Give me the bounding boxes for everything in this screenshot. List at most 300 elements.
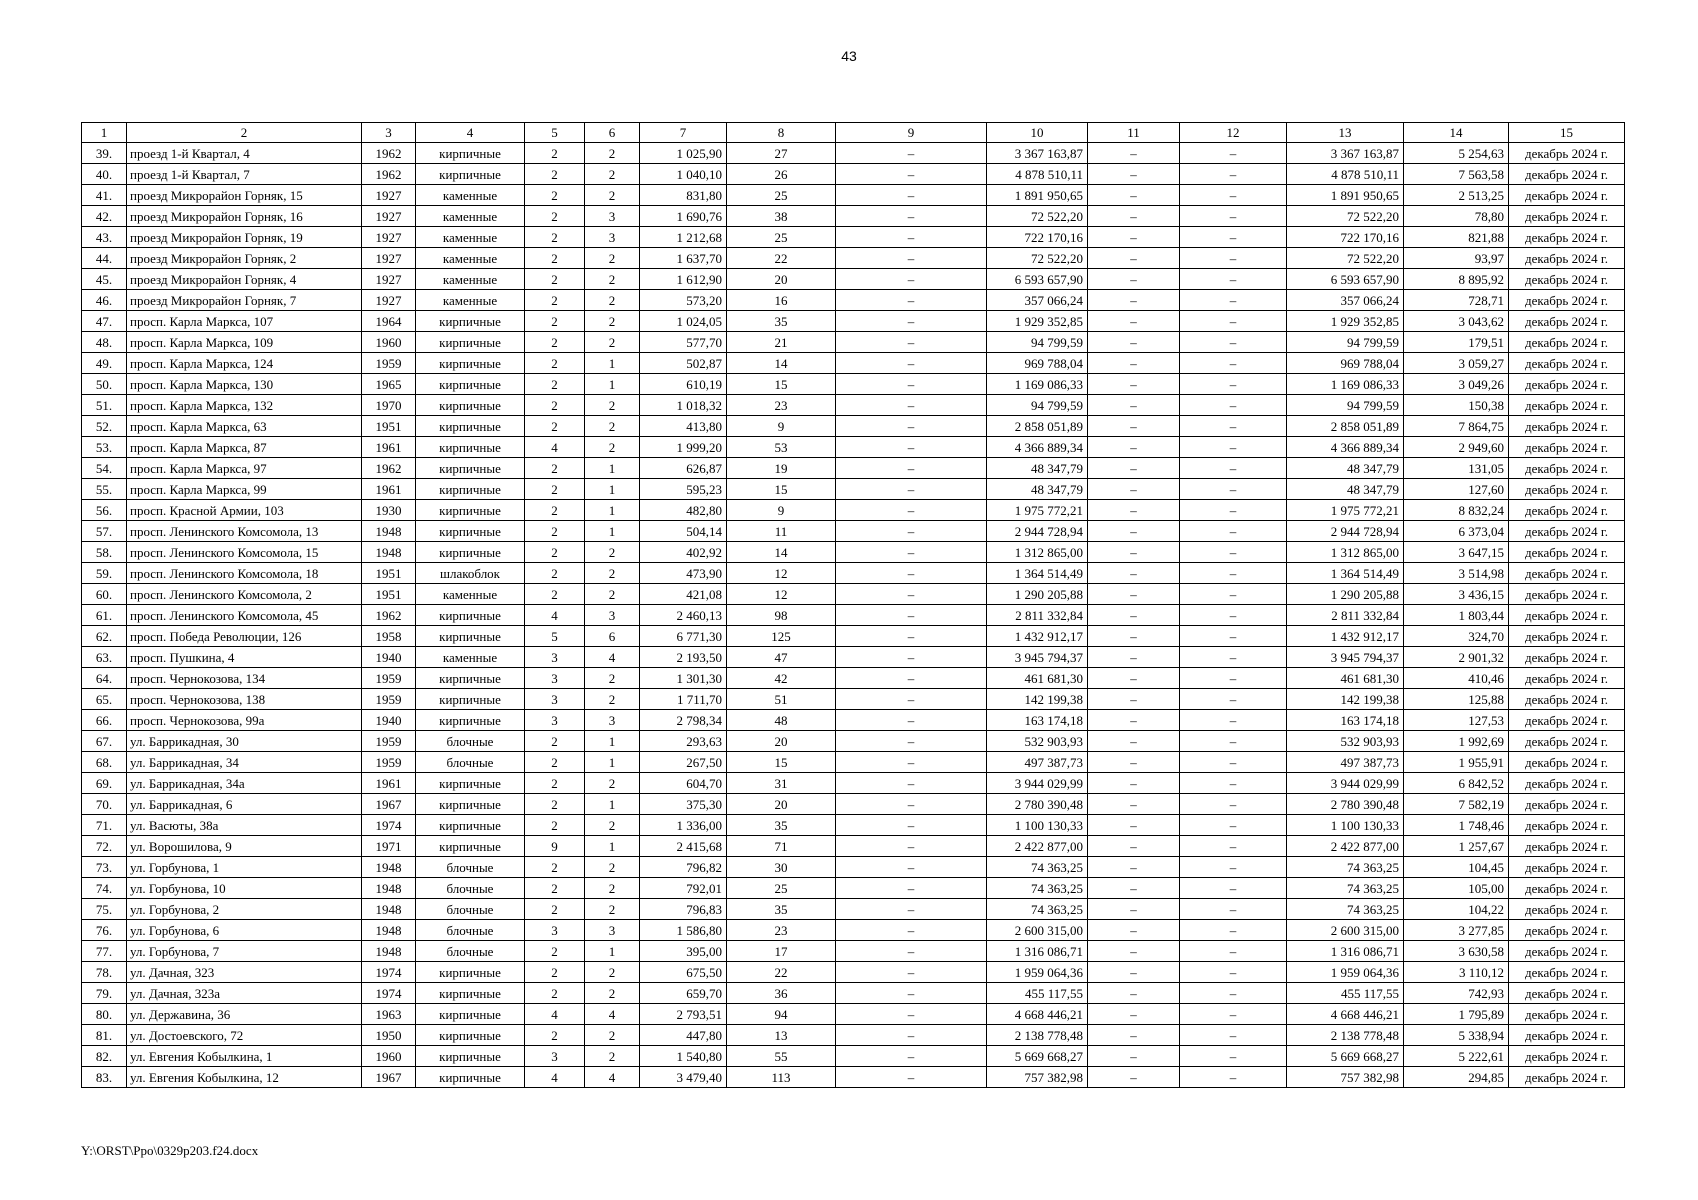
cell-floors: 2 [525,311,585,332]
cell-col-9: – [836,521,987,542]
cell-wall-material: блочные [416,878,525,899]
cell-residents: 27 [727,143,836,164]
cell-address: просп. Карла Маркса, 97 [127,458,362,479]
cell-total-cost: 1 959 064,36 [1287,962,1404,983]
cell-row-number: 54. [82,458,127,479]
cell-total-cost: 1 169 086,33 [1287,374,1404,395]
cell-col-11: – [1088,752,1180,773]
table-row [82,290,1625,311]
cell-date: декабрь 2024 г. [1509,227,1625,248]
cell-total-cost: 74 363,25 [1287,857,1404,878]
cell-col-12: – [1180,773,1287,794]
cell-col-9: – [836,164,987,185]
cell-residents: 12 [727,584,836,605]
cell-date: декабрь 2024 г. [1509,185,1625,206]
cell-unit-cost: 7 864,75 [1404,416,1509,437]
cell-col-11: – [1088,227,1180,248]
cell-floors: 2 [525,794,585,815]
cell-unit-cost: 2 513,25 [1404,185,1509,206]
cell-wall-material: каменные [416,206,525,227]
cell-unit-cost: 1 803,44 [1404,605,1509,626]
cell-residents: 125 [727,626,836,647]
cell-col-12: – [1180,1004,1287,1025]
table-row [82,731,1625,752]
cell-wall-material: блочные [416,857,525,878]
cell-address: просп. Ленинского Комсомола, 45 [127,605,362,626]
cell-floors: 2 [525,353,585,374]
cell-total-cost: 1 364 514,49 [1287,563,1404,584]
cell-col-9: – [836,542,987,563]
cell-area: 1 999,20 [640,437,727,458]
cell-total-cost: 72 522,20 [1287,248,1404,269]
cell-unit-cost: 6 842,52 [1404,773,1509,794]
cell-floors: 2 [525,374,585,395]
cell-residents: 55 [727,1046,836,1067]
cell-total-cost: 1 100 130,33 [1287,815,1404,836]
cell-row-number: 61. [82,605,127,626]
cell-year-built: 1971 [362,836,416,857]
cell-area: 413,80 [640,416,727,437]
cell-wall-material: кирпичные [416,458,525,479]
cell-floors: 2 [525,584,585,605]
cell-wall-material: кирпичные [416,353,525,374]
cell-cost: 757 382,98 [987,1067,1088,1088]
cell-area: 502,87 [640,353,727,374]
cell-floors: 2 [525,290,585,311]
cell-col-12: – [1180,332,1287,353]
cell-date: декабрь 2024 г. [1509,563,1625,584]
cell-col-12: – [1180,437,1287,458]
table-row [82,248,1625,269]
cell-col-11: – [1088,374,1180,395]
cell-date: декабрь 2024 г. [1509,584,1625,605]
cell-col-11: – [1088,689,1180,710]
cell-wall-material: кирпичные [416,962,525,983]
cell-date: декабрь 2024 г. [1509,815,1625,836]
header-cell-5: 5 [525,123,585,143]
cell-unit-cost: 5 338,94 [1404,1025,1509,1046]
cell-col-12: – [1180,815,1287,836]
table-row [82,605,1625,626]
cell-col-9: – [836,962,987,983]
file-path: Y:\ORST\Ppo\0329p203.f24.docx [81,1143,259,1158]
cell-year-built: 1974 [362,962,416,983]
cell-residents: 23 [727,395,836,416]
cell-year-built: 1960 [362,1046,416,1067]
cell-year-built: 1951 [362,563,416,584]
cell-area: 1 637,70 [640,248,727,269]
cell-entrances: 4 [585,1067,640,1088]
cell-address: ул. Ворошилова, 9 [127,836,362,857]
cell-area: 604,70 [640,773,727,794]
cell-row-number: 80. [82,1004,127,1025]
cell-residents: 35 [727,311,836,332]
table-row [82,185,1625,206]
cell-col-12: – [1180,752,1287,773]
cell-row-number: 57. [82,521,127,542]
cell-total-cost: 1 316 086,71 [1287,941,1404,962]
cell-address: проезд Микрорайон Горняк, 2 [127,248,362,269]
cell-date: декабрь 2024 г. [1509,647,1625,668]
cell-col-12: – [1180,647,1287,668]
cell-residents: 94 [727,1004,836,1025]
cell-address: просп. Ленинского Комсомола, 18 [127,563,362,584]
cell-residents: 20 [727,269,836,290]
cell-entrances: 2 [585,1046,640,1067]
cell-col-12: – [1180,563,1287,584]
cell-total-cost: 969 788,04 [1287,353,1404,374]
cell-cost: 94 799,59 [987,395,1088,416]
table-row [82,584,1625,605]
cell-year-built: 1951 [362,584,416,605]
cell-residents: 20 [727,794,836,815]
cell-unit-cost: 1 748,46 [1404,815,1509,836]
table-row [82,794,1625,815]
cell-cost: 2 811 332,84 [987,605,1088,626]
cell-floors: 2 [525,983,585,1004]
cell-unit-cost: 127,60 [1404,479,1509,500]
cell-cost: 142 199,38 [987,689,1088,710]
cell-wall-material: каменные [416,185,525,206]
cell-address: просп. Красной Армии, 103 [127,500,362,521]
cell-total-cost: 455 117,55 [1287,983,1404,1004]
cell-unit-cost: 104,22 [1404,899,1509,920]
cell-row-number: 52. [82,416,127,437]
cell-col-11: – [1088,1067,1180,1088]
cell-unit-cost: 2 901,32 [1404,647,1509,668]
cell-date: декабрь 2024 г. [1509,1046,1625,1067]
cell-residents: 21 [727,332,836,353]
cell-year-built: 1948 [362,857,416,878]
cell-residents: 9 [727,416,836,437]
cell-residents: 30 [727,857,836,878]
cell-col-9: – [836,248,987,269]
header-cell-4: 4 [416,123,525,143]
cell-unit-cost: 3 514,98 [1404,563,1509,584]
cell-unit-cost: 410,46 [1404,668,1509,689]
cell-residents: 15 [727,752,836,773]
cell-col-9: – [836,626,987,647]
cell-floors: 2 [525,731,585,752]
cell-entrances: 2 [585,689,640,710]
cell-address: просп. Чернокозова, 134 [127,668,362,689]
cell-floors: 2 [525,899,585,920]
cell-residents: 51 [727,689,836,710]
cell-address: ул. Дачная, 323 [127,962,362,983]
cell-total-cost: 4 366 889,34 [1287,437,1404,458]
cell-wall-material: кирпичные [416,521,525,542]
cell-col-11: – [1088,143,1180,164]
cell-unit-cost: 728,71 [1404,290,1509,311]
cell-total-cost: 48 347,79 [1287,479,1404,500]
cell-col-11: – [1088,1004,1180,1025]
cell-date: декабрь 2024 г. [1509,710,1625,731]
cell-row-number: 71. [82,815,127,836]
cell-floors: 2 [525,563,585,584]
cell-date: декабрь 2024 г. [1509,626,1625,647]
cell-area: 831,80 [640,185,727,206]
cell-col-12: – [1180,479,1287,500]
cell-floors: 2 [525,752,585,773]
cell-residents: 15 [727,374,836,395]
cell-area: 395,00 [640,941,727,962]
cell-col-11: – [1088,836,1180,857]
cell-year-built: 1930 [362,500,416,521]
cell-col-9: – [836,857,987,878]
table-row [82,458,1625,479]
cell-year-built: 1948 [362,920,416,941]
cell-total-cost: 1 312 865,00 [1287,542,1404,563]
table-row [82,836,1625,857]
cell-col-11: – [1088,647,1180,668]
cell-total-cost: 461 681,30 [1287,668,1404,689]
cell-cost: 1 312 865,00 [987,542,1088,563]
cell-unit-cost: 3 059,27 [1404,353,1509,374]
cell-entrances: 2 [585,248,640,269]
cell-floors: 2 [525,143,585,164]
cell-entrances: 2 [585,437,640,458]
cell-year-built: 1927 [362,206,416,227]
header-cell-1: 1 [82,123,127,143]
cell-cost: 1 290 205,88 [987,584,1088,605]
cell-area: 2 798,34 [640,710,727,731]
cell-entrances: 1 [585,731,640,752]
cell-col-11: – [1088,542,1180,563]
table-row [82,1004,1625,1025]
cell-date: декабрь 2024 г. [1509,941,1625,962]
cell-col-11: – [1088,878,1180,899]
cell-total-cost: 74 363,25 [1287,899,1404,920]
cell-col-12: – [1180,143,1287,164]
cell-floors: 2 [525,332,585,353]
cell-floors: 4 [525,1067,585,1088]
cell-unit-cost: 1 795,89 [1404,1004,1509,1025]
cell-col-11: – [1088,668,1180,689]
cell-col-9: – [836,290,987,311]
cell-col-9: – [836,941,987,962]
cell-row-number: 59. [82,563,127,584]
cell-total-cost: 722 170,16 [1287,227,1404,248]
cell-year-built: 1948 [362,521,416,542]
cell-address: ул. Горбунова, 7 [127,941,362,962]
table-row [82,878,1625,899]
cell-floors: 2 [525,1025,585,1046]
cell-col-11: – [1088,458,1180,479]
cell-date: декабрь 2024 г. [1509,374,1625,395]
cell-area: 447,80 [640,1025,727,1046]
cell-wall-material: каменные [416,584,525,605]
cell-date: декабрь 2024 г. [1509,395,1625,416]
cell-address: ул. Баррикадная, 30 [127,731,362,752]
cell-date: декабрь 2024 г. [1509,1025,1625,1046]
cell-col-11: – [1088,1046,1180,1067]
cell-total-cost: 94 799,59 [1287,332,1404,353]
cell-entrances: 2 [585,311,640,332]
cell-row-number: 50. [82,374,127,395]
cell-col-9: – [836,269,987,290]
cell-col-9: – [836,773,987,794]
cell-year-built: 1927 [362,185,416,206]
cell-unit-cost: 742,93 [1404,983,1509,1004]
cell-area: 573,20 [640,290,727,311]
cell-row-number: 41. [82,185,127,206]
cell-date: декабрь 2024 г. [1509,311,1625,332]
cell-col-11: – [1088,248,1180,269]
cell-entrances: 4 [585,1004,640,1025]
header-cell-7: 7 [640,123,727,143]
cell-col-12: – [1180,668,1287,689]
cell-year-built: 1927 [362,248,416,269]
cell-year-built: 1974 [362,815,416,836]
cell-row-number: 62. [82,626,127,647]
cell-row-number: 43. [82,227,127,248]
cell-floors: 2 [525,185,585,206]
cell-row-number: 45. [82,269,127,290]
cell-cost: 1 169 086,33 [987,374,1088,395]
cell-residents: 22 [727,962,836,983]
cell-floors: 2 [525,395,585,416]
cell-date: декабрь 2024 г. [1509,1067,1625,1088]
cell-wall-material: кирпичные [416,416,525,437]
cell-cost: 2 422 877,00 [987,836,1088,857]
cell-area: 3 479,40 [640,1067,727,1088]
cell-col-12: – [1180,269,1287,290]
cell-address: ул. Васюты, 38а [127,815,362,836]
cell-total-cost: 1 975 772,21 [1287,500,1404,521]
cell-total-cost: 1 290 205,88 [1287,584,1404,605]
cell-date: декабрь 2024 г. [1509,1004,1625,1025]
cell-col-9: – [836,206,987,227]
cell-address: ул. Баррикадная, 34 [127,752,362,773]
cell-row-number: 78. [82,962,127,983]
table-row [82,311,1625,332]
cell-wall-material: кирпичные [416,332,525,353]
cell-col-12: – [1180,164,1287,185]
cell-entrances: 3 [585,227,640,248]
cell-floors: 5 [525,626,585,647]
cell-col-11: – [1088,479,1180,500]
cell-residents: 19 [727,458,836,479]
table-row [82,500,1625,521]
cell-area: 293,63 [640,731,727,752]
cell-floors: 2 [525,164,585,185]
cell-date: декабрь 2024 г. [1509,857,1625,878]
cell-wall-material: кирпичные [416,836,525,857]
cell-total-cost: 2 944 728,94 [1287,521,1404,542]
cell-area: 375,30 [640,794,727,815]
cell-address: проезд Микрорайон Горняк, 16 [127,206,362,227]
cell-year-built: 1960 [362,332,416,353]
cell-entrances: 1 [585,353,640,374]
cell-col-9: – [836,731,987,752]
cell-col-9: – [836,647,987,668]
cell-address: ул. Баррикадная, 6 [127,794,362,815]
cell-total-cost: 48 347,79 [1287,458,1404,479]
cell-address: проезд Микрорайон Горняк, 4 [127,269,362,290]
cell-area: 402,92 [640,542,727,563]
cell-total-cost: 6 593 657,90 [1287,269,1404,290]
cell-entrances: 4 [585,647,640,668]
cell-area: 1 711,70 [640,689,727,710]
cell-cost: 3 944 029,99 [987,773,1088,794]
cell-col-11: – [1088,731,1180,752]
cell-residents: 35 [727,815,836,836]
cell-col-12: – [1180,962,1287,983]
cell-address: просп. Карла Маркса, 87 [127,437,362,458]
cell-col-12: – [1180,227,1287,248]
cell-floors: 2 [525,479,585,500]
cell-row-number: 53. [82,437,127,458]
cell-wall-material: блочные [416,752,525,773]
cell-area: 1 336,00 [640,815,727,836]
cell-cost: 1 891 950,65 [987,185,1088,206]
cell-row-number: 83. [82,1067,127,1088]
cell-col-11: – [1088,626,1180,647]
cell-area: 1 540,80 [640,1046,727,1067]
cell-area: 2 415,68 [640,836,727,857]
header-cell-15: 15 [1509,123,1625,143]
cell-row-number: 42. [82,206,127,227]
cell-col-11: – [1088,416,1180,437]
cell-row-number: 60. [82,584,127,605]
cell-row-number: 76. [82,920,127,941]
cell-col-11: – [1088,269,1180,290]
cell-date: декабрь 2024 г. [1509,290,1625,311]
cell-unit-cost: 7 563,58 [1404,164,1509,185]
cell-total-cost: 94 799,59 [1287,395,1404,416]
header-cell-8: 8 [727,123,836,143]
cell-total-cost: 1 891 950,65 [1287,185,1404,206]
cell-row-number: 49. [82,353,127,374]
cell-row-number: 63. [82,647,127,668]
cell-area: 675,50 [640,962,727,983]
cell-floors: 2 [525,878,585,899]
cell-floors: 2 [525,815,585,836]
table-body [82,143,1625,1088]
cell-date: декабрь 2024 г. [1509,143,1625,164]
cell-wall-material: каменные [416,248,525,269]
cell-cost: 1 100 130,33 [987,815,1088,836]
cell-cost: 4 668 446,21 [987,1004,1088,1025]
cell-col-9: – [836,605,987,626]
cell-entrances: 1 [585,479,640,500]
table-row [82,437,1625,458]
cell-wall-material: блочные [416,731,525,752]
cell-residents: 42 [727,668,836,689]
cell-year-built: 1961 [362,773,416,794]
cell-entrances: 2 [585,773,640,794]
cell-area: 1 586,80 [640,920,727,941]
cell-date: декабрь 2024 г. [1509,689,1625,710]
cell-unit-cost: 125,88 [1404,689,1509,710]
cell-cost: 4 878 510,11 [987,164,1088,185]
cell-area: 504,14 [640,521,727,542]
cell-date: декабрь 2024 г. [1509,206,1625,227]
cell-cost: 3 367 163,87 [987,143,1088,164]
cell-col-12: – [1180,416,1287,437]
cell-unit-cost: 324,70 [1404,626,1509,647]
cell-total-cost: 757 382,98 [1287,1067,1404,1088]
cell-col-9: – [836,668,987,689]
cell-floors: 2 [525,542,585,563]
table-header-row [82,123,1625,143]
cell-area: 2 460,13 [640,605,727,626]
cell-entrances: 6 [585,626,640,647]
cell-year-built: 1948 [362,941,416,962]
header-cell-12: 12 [1180,123,1287,143]
header-cell-9: 9 [836,123,987,143]
cell-col-12: – [1180,731,1287,752]
